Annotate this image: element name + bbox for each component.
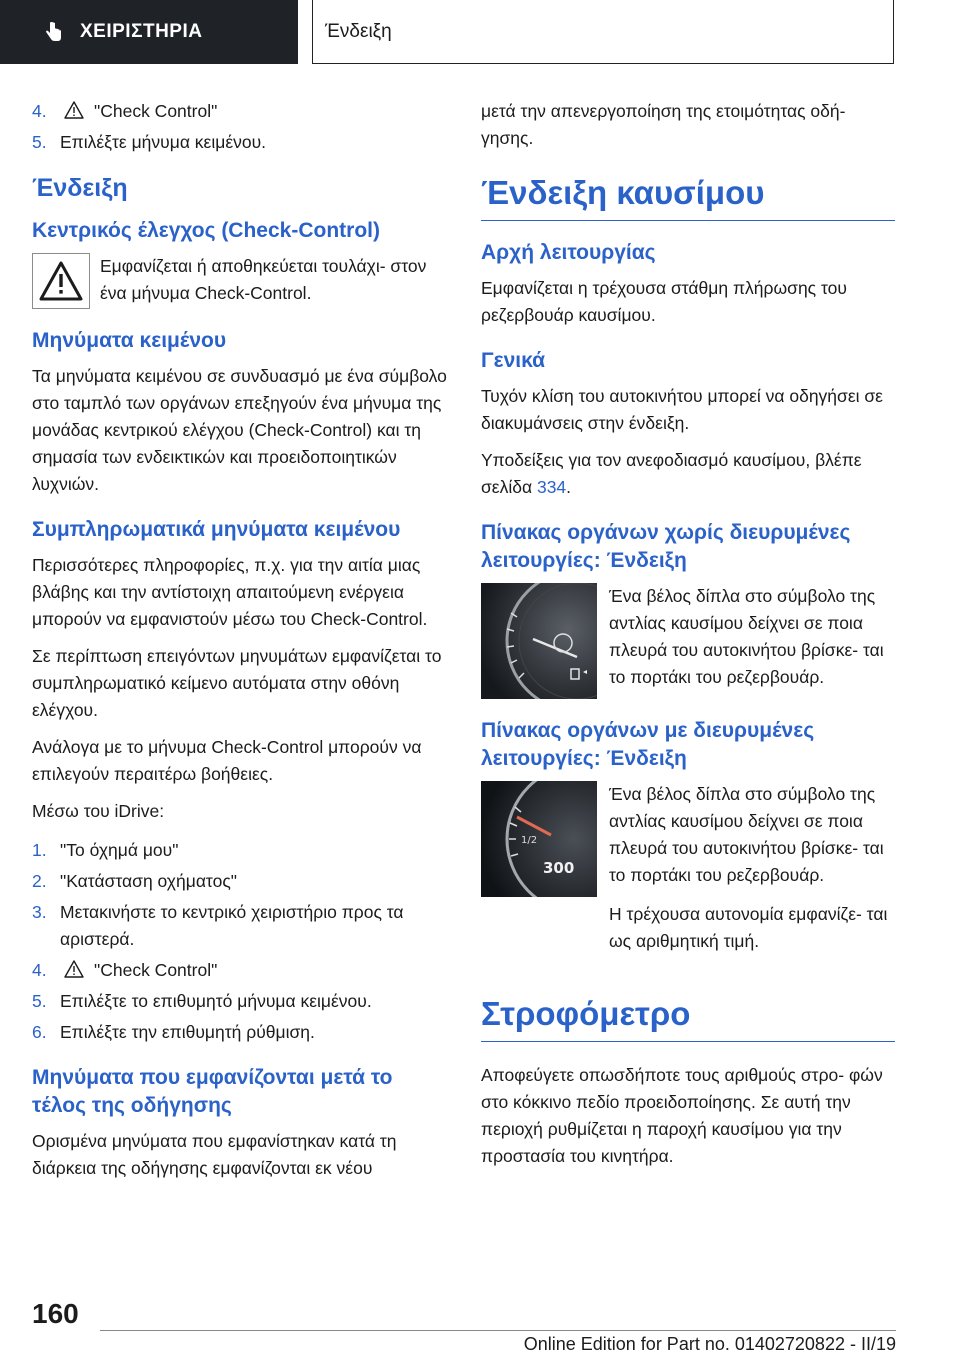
range-text: Η τρέχουσα αυτονομία εμφανίζε- ται ως αριθμητική τιμή.	[609, 904, 888, 951]
additional-paragraph: Περισσότερες πληροφορίες, π.χ. για την αιτία μιας βλάβης και την αντίστοιχη απαιτούμενη ενέργεια μπορούν να εμφανιστούν μέσω του Check-Control.	[32, 555, 428, 629]
continued-text: μετά την απενεργοποίηση της ετοιμότητας οδή- γησης.	[481, 101, 846, 148]
breadcrumb-label: Ένδειξη	[325, 20, 392, 42]
standard-gauge-text: Ένα βέλος δίπλα στο σύμβολο της αντλίας καυσίμου δείχνει σε ποια πλευρά του αυτοκινήτου βρίσκε- ται το πορτάκι του ρεζερβουάρ.	[609, 586, 884, 687]
list-number: 5.	[32, 132, 47, 152]
general-paragraph: Τυχόν κλίση του αυτοκινήτου μπορεί να οδηγήσει σε διακυμάνσεις στην ένδειξη.	[481, 386, 883, 433]
list-text: Μετακινήστε το κεντρικό χειριστήριο προς τα αριστερά.	[60, 902, 404, 949]
heading-with-extended: Πίνακας οργάνων με διευρυμένες λειτουργίες: Ένδειξη	[481, 719, 815, 770]
page-link[interactable]: 334	[536, 477, 567, 497]
list-text: Επιλέξτε την επιθυμητή ρύθμιση.	[60, 1022, 315, 1042]
list-item	[32, 868, 450, 895]
list-text: "Το όχημά μου"	[60, 840, 179, 860]
list-number: 3.	[32, 902, 47, 922]
list-item	[32, 98, 450, 125]
check-control-row	[32, 253, 450, 309]
top-steps-list	[32, 98, 450, 156]
section-title: ΧΕΙΡΙΣΤΗΡΙΑ	[80, 21, 203, 42]
page-number: 160	[32, 1298, 79, 1329]
heading-without-extended: Πίνακας οργάνων χωρίς διευρυμένες λειτουργίες: Ένδειξη	[481, 521, 851, 572]
list-number: 4.	[32, 960, 47, 980]
heading-fuel-gauge: Ένδειξη καυσίμου	[481, 174, 895, 221]
edition-text: Online Edition for Part no. 01402720822 - II/19	[523, 1334, 896, 1354]
gauge-row-standard	[481, 583, 895, 699]
list-text: Επιλέξτε μήνυμα κειμένου.	[60, 132, 267, 152]
additional-paragraph: Σε περίπτωση επειγόντων μηνυμάτων εμφανίζεται το συμπληρωματικό κείμενο αυτόματα στην οθόνη ελέγχου.	[32, 646, 442, 720]
section-tab[interactable]	[0, 0, 298, 64]
gauge-range-value: 300	[543, 859, 575, 877]
check-control-text: Εμφανίζεται ή αποθηκεύεται τουλάχι- στον ένα μήνυμα Check-Control.	[100, 256, 427, 303]
list-number: 4.	[32, 101, 47, 121]
fuel-gauge-extended-image	[481, 781, 597, 897]
general-paragraph	[481, 447, 895, 501]
warning-symbol-box	[32, 253, 90, 309]
heading-additional-messages: Συμπληρωματικά μηνύματα κειμένου	[32, 518, 401, 541]
breadcrumb	[312, 0, 894, 64]
heading-display: Ένδειξη	[32, 174, 128, 202]
list-text: Επιλέξτε το επιθυμητό μήνυμα κειμένου.	[60, 991, 372, 1011]
list-text: "Κατάσταση οχήματος"	[60, 871, 237, 891]
heading-check-control: Κεντρικός έλεγχος (Check-Control)	[32, 219, 380, 242]
principle-text: Εμφανίζεται η τρέχουσα στάθμη πλήρωσης του ρεζερβουάρ καυσίμου.	[481, 278, 847, 325]
text-messages-body: Τα μηνύματα κειμένου σε συνδυασμό με ένα σύμβολο στο ταμπλό των οργάνων επεξηγούν ένα μήνυμα της μονάδας κεντρικού ελέγχου (Check-Control) και τη σημασία των ενδεικτικών και προειδοποιητικών λυχνιών.	[32, 366, 447, 494]
extended-gauge-text: Ένα βέλος δίπλα στο σύμβολο της αντλίας καυσίμου δείχνει σε ποια πλευρά του αυτοκινήτου βρίσκε- ται το πορτάκι του ρεζερβουάρ.	[609, 784, 884, 885]
gauge-half-label: 1/2	[521, 835, 538, 846]
list-item	[32, 957, 450, 984]
hand-pointer-icon	[42, 20, 66, 44]
general-text: Υποδείξεις για τον ανεφοδιασμό καυσίμου, βλέπε σελίδα	[481, 450, 862, 497]
list-number: 1.	[32, 840, 47, 860]
warning-icon	[64, 960, 84, 978]
additional-paragraph: Ανάλογα με το μήνυμα Check-Control μπορούν να επιλεγούν περαιτέρω βοήθειες.	[32, 737, 422, 784]
tachometer-text: Αποφεύγετε οπωσδήποτε τους αριθμούς στρο- φών στο κόκκινο πεδίο προειδοποίησης. Σε αυτή την περιοχή ρυθμίζεται η παροχή καυσίμου για την προστασία του κινητήρα.	[481, 1065, 883, 1166]
list-text: "Check Control"	[94, 960, 218, 980]
list-number: 2.	[32, 871, 47, 891]
heading-general: Γενικά	[481, 349, 546, 372]
fuel-gauge-image	[481, 583, 597, 699]
list-item	[32, 129, 450, 156]
list-item	[32, 1019, 450, 1046]
list-item	[32, 837, 450, 864]
heading-text-messages: Μηνύματα κειμένου	[32, 329, 227, 352]
footer-divider	[100, 1330, 896, 1331]
warning-icon	[64, 101, 84, 119]
idrive-steps-list	[32, 837, 450, 1046]
list-number: 5.	[32, 991, 47, 1011]
via-idrive-text: Μέσω του iDrive:	[32, 801, 165, 821]
list-item	[32, 899, 450, 953]
warning-triangle-icon	[39, 261, 83, 301]
heading-after-trip: Μηνύματα που εμφανίζονται μετά το τέλος της οδήγησης	[32, 1066, 393, 1117]
gauge-row-extended	[481, 781, 895, 897]
general-text-end: .	[566, 477, 572, 497]
list-number: 6.	[32, 1022, 47, 1042]
after-trip-text: Ορισμένα μηνύματα που εμφανίστηκαν κατά τη διάρκεια της οδήγησης εμφανίζονται εκ νέου	[32, 1131, 397, 1178]
list-item	[32, 988, 450, 1015]
left-column	[32, 98, 450, 1192]
heading-tachometer: Στροφόμετρο	[481, 995, 895, 1042]
heading-principle: Αρχή λειτουργίας	[481, 241, 656, 264]
list-text: "Check Control"	[94, 101, 218, 121]
right-column	[481, 98, 895, 1180]
